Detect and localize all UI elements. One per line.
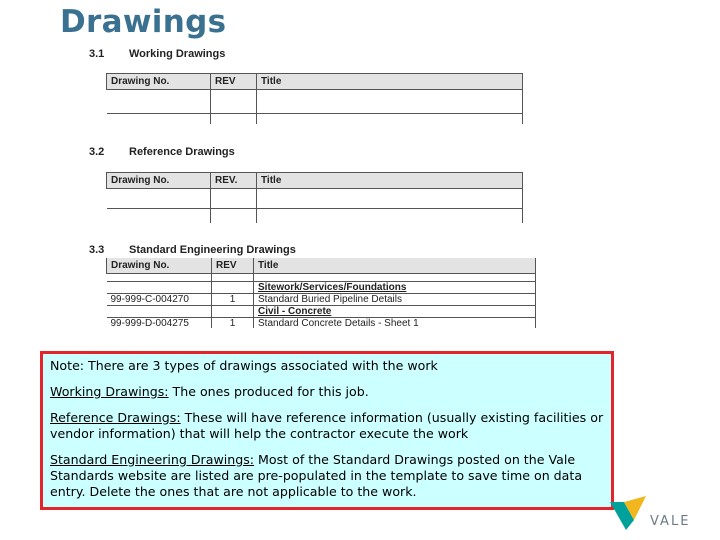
group-label: Sitework/Services/Foundations bbox=[254, 282, 536, 294]
header-rev: REV. bbox=[211, 173, 257, 189]
drawing-rev: 1 bbox=[212, 294, 254, 306]
table-row bbox=[107, 306, 536, 318]
note-working-label: Working Drawings: bbox=[50, 384, 169, 399]
drawing-title: Standard Buried Pipeline Details bbox=[254, 294, 536, 306]
note-intro: Note: There are 3 types of drawings associated with the work bbox=[50, 358, 438, 373]
header-title: Title bbox=[257, 173, 523, 189]
note-reference bbox=[50, 410, 611, 442]
header-title: Title bbox=[257, 74, 523, 90]
standard-drawings-table bbox=[106, 258, 536, 328]
table-row bbox=[107, 318, 536, 329]
note-box bbox=[40, 351, 614, 510]
table-row bbox=[107, 189, 523, 209]
section-label: Standard Engineering Drawings bbox=[129, 244, 296, 256]
note-standard bbox=[50, 452, 611, 500]
header-title: Title bbox=[254, 258, 536, 274]
table-row bbox=[107, 294, 536, 306]
logo-text: VALE bbox=[650, 514, 691, 529]
table-row bbox=[107, 114, 523, 124]
note-reference-text: These will have reference information (usually existing facilities or vendor information) that will help the contractor execute the work bbox=[50, 410, 604, 441]
note-standard-text: Most of the Standard Drawings posted on the Vale Standards website are listed are pre-populated in the template to save time on data entry. Delete the ones that are not applicable to the work. bbox=[50, 452, 583, 499]
table-row bbox=[107, 282, 536, 294]
drawing-number: 99-999-C-004270 bbox=[107, 294, 212, 306]
drawing-rev: 1 bbox=[212, 318, 254, 329]
page-title: Drawings bbox=[60, 4, 227, 40]
standard-drawings-table-clip bbox=[106, 258, 538, 328]
section-number: 3.2 bbox=[89, 146, 105, 158]
table-row bbox=[107, 90, 523, 114]
header-drawing-no: Drawing No. bbox=[107, 74, 211, 90]
note-working bbox=[50, 384, 611, 400]
drawing-title: Standard Concrete Details - Sheet 1 bbox=[254, 318, 536, 329]
drawing-number: 99-999-D-004275 bbox=[107, 318, 212, 329]
section-number: 3.3 bbox=[89, 244, 105, 256]
section-number: 3.1 bbox=[89, 48, 105, 60]
section-label: Reference Drawings bbox=[129, 146, 235, 158]
table-row bbox=[107, 209, 523, 223]
header-rev: REV bbox=[212, 258, 254, 274]
note-reference-label: Reference Drawings: bbox=[50, 410, 181, 425]
group-label: Civil - Concrete bbox=[254, 306, 536, 318]
header-drawing-no: Drawing No. bbox=[107, 258, 212, 274]
reference-drawings-table bbox=[106, 172, 523, 223]
note-working-text: The ones produced for this job. bbox=[168, 384, 369, 399]
header-rev: REV bbox=[211, 74, 257, 90]
note-standard-label: Standard Engineering Drawings: bbox=[50, 452, 255, 467]
header-drawing-no: Drawing No. bbox=[107, 173, 211, 189]
section-label: Working Drawings bbox=[129, 48, 226, 60]
working-drawings-table bbox=[106, 73, 523, 124]
